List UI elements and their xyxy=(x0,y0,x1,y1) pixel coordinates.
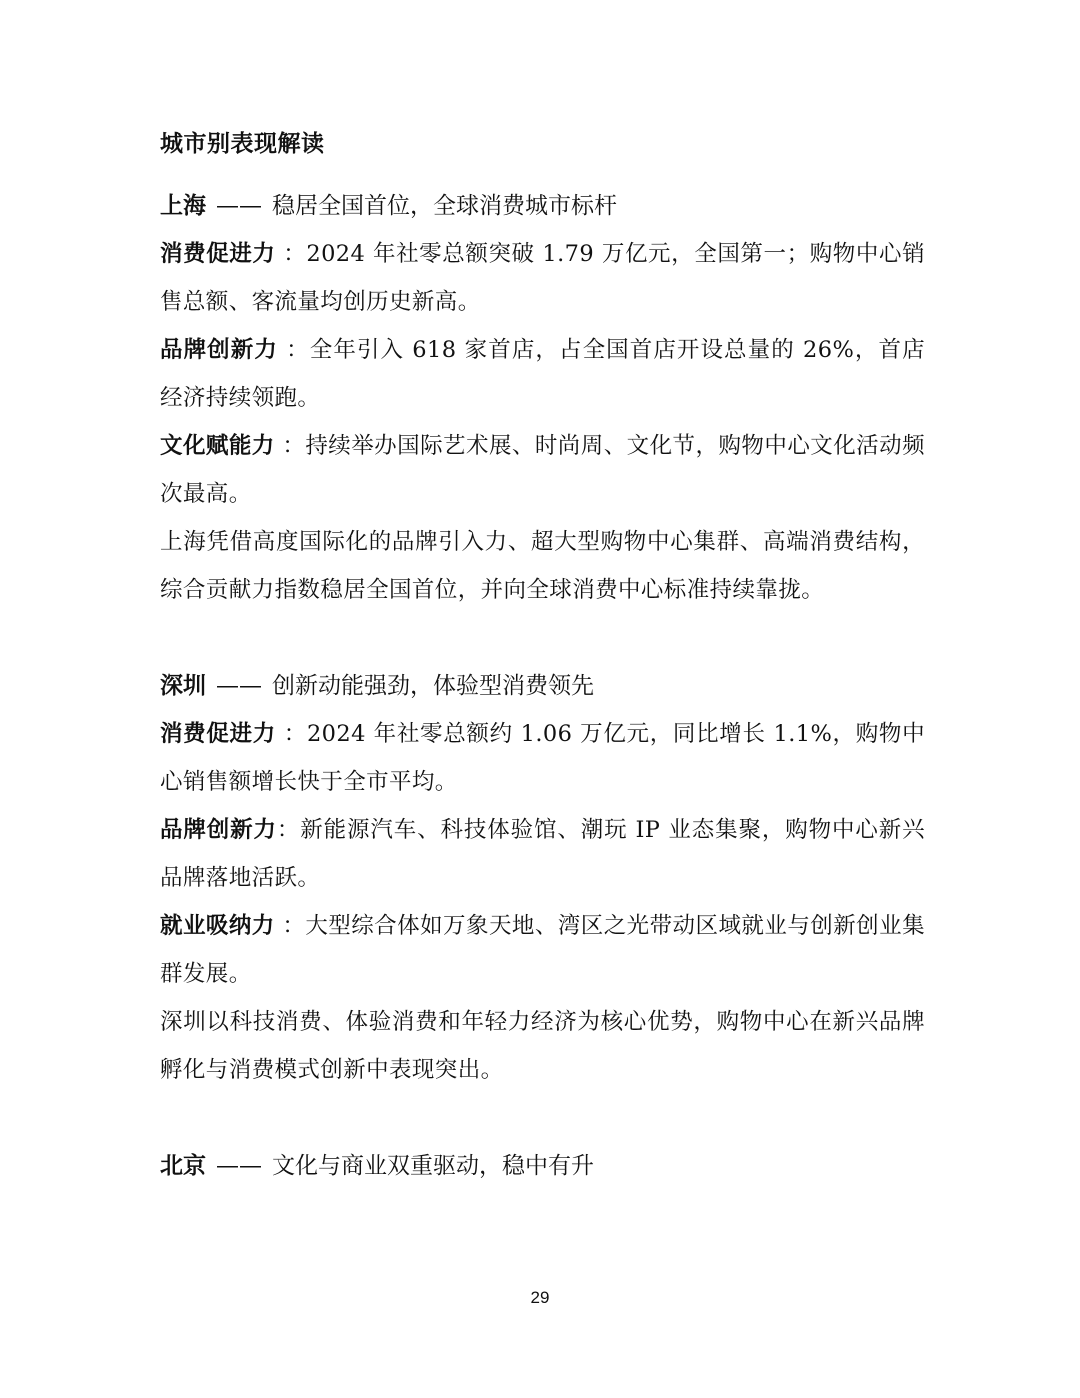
section-title: 城市别表现解读 xyxy=(160,131,325,157)
metric-label: 消费促进力 xyxy=(160,721,276,747)
metric-paragraph xyxy=(160,326,925,422)
city-section-beijing xyxy=(160,1142,925,1190)
metric-text: 新能源汽车、科技体验馆、潮玩 IP 业态集聚，购物中心新兴品牌落地活跃。 xyxy=(160,817,925,891)
city-headline: 稳居全国首位，全球消费城市标杆 xyxy=(272,193,617,219)
metric-paragraph xyxy=(160,806,925,902)
metric-paragraph xyxy=(160,422,925,518)
metric-text: 全年引入 618 家首店，占全国首店开设总量的 26%，首店经济持续领跑。 xyxy=(160,337,925,411)
city-name: 北京 xyxy=(160,1153,206,1179)
city-headline: 创新动能强劲，体验型消费领先 xyxy=(272,673,594,699)
metric-label: 文化赋能力 xyxy=(160,433,275,459)
city-heading xyxy=(160,182,925,230)
city-heading xyxy=(160,662,925,710)
metric-text: 大型综合体如万象天地、湾区之光带动区域就业与创新创业集群发展。 xyxy=(160,913,925,987)
city-name: 深圳 xyxy=(160,673,206,699)
metric-label: 就业吸纳力 xyxy=(160,913,275,939)
metric-label: 消费促进力 xyxy=(160,241,276,267)
city-name: 上海 xyxy=(160,193,206,219)
dash: —— xyxy=(216,193,262,219)
city-section-shanghai xyxy=(160,182,925,614)
dash: —— xyxy=(216,1153,262,1179)
city-headline: 文化与商业双重驱动，稳中有升 xyxy=(272,1153,594,1179)
metric-separator: ： xyxy=(276,817,301,843)
page-number: 29 xyxy=(530,1288,550,1307)
city-summary: 上海凭借高度国际化的品牌引入力、超大型购物中心集群、高端消费结构，综合贡献力指数稳居全国首位，并向全球消费中心标准持续靠拢。 xyxy=(160,529,925,603)
metric-text: 2024 年社零总额突破 1.79 万亿元，全国第一；购物中心销售总额、客流量均创历史新高。 xyxy=(160,241,926,315)
metric-text: 持续举办国际艺术展、时尚周、文化节，购物中心文化活动频次最高。 xyxy=(160,433,925,507)
metric-paragraph xyxy=(160,230,925,326)
document-body xyxy=(160,120,925,1190)
metric-separator: ： xyxy=(275,241,307,267)
city-heading xyxy=(160,1142,925,1190)
metric-separator: ： xyxy=(274,913,306,939)
city-summary: 深圳以科技消费、体验消费和年轻力经济为核心优势，购物中心在新兴品牌孵化与消费模式创新中表现突出。 xyxy=(160,1009,925,1083)
metric-separator: ： xyxy=(274,433,306,459)
dash: —— xyxy=(216,673,262,699)
metric-separator: ： xyxy=(275,721,307,747)
city-section-shenzhen xyxy=(160,662,925,1094)
metric-paragraph xyxy=(160,902,925,998)
metric-separator: ： xyxy=(277,337,310,363)
metric-label: 品牌创新力 xyxy=(160,337,278,363)
metric-text: 2024 年社零总额约 1.06 万亿元，同比增长 1.1%，购物中心销售额增长快于全市平均。 xyxy=(160,721,925,795)
metric-paragraph xyxy=(160,710,925,806)
metric-label: 品牌创新力 xyxy=(160,817,277,843)
